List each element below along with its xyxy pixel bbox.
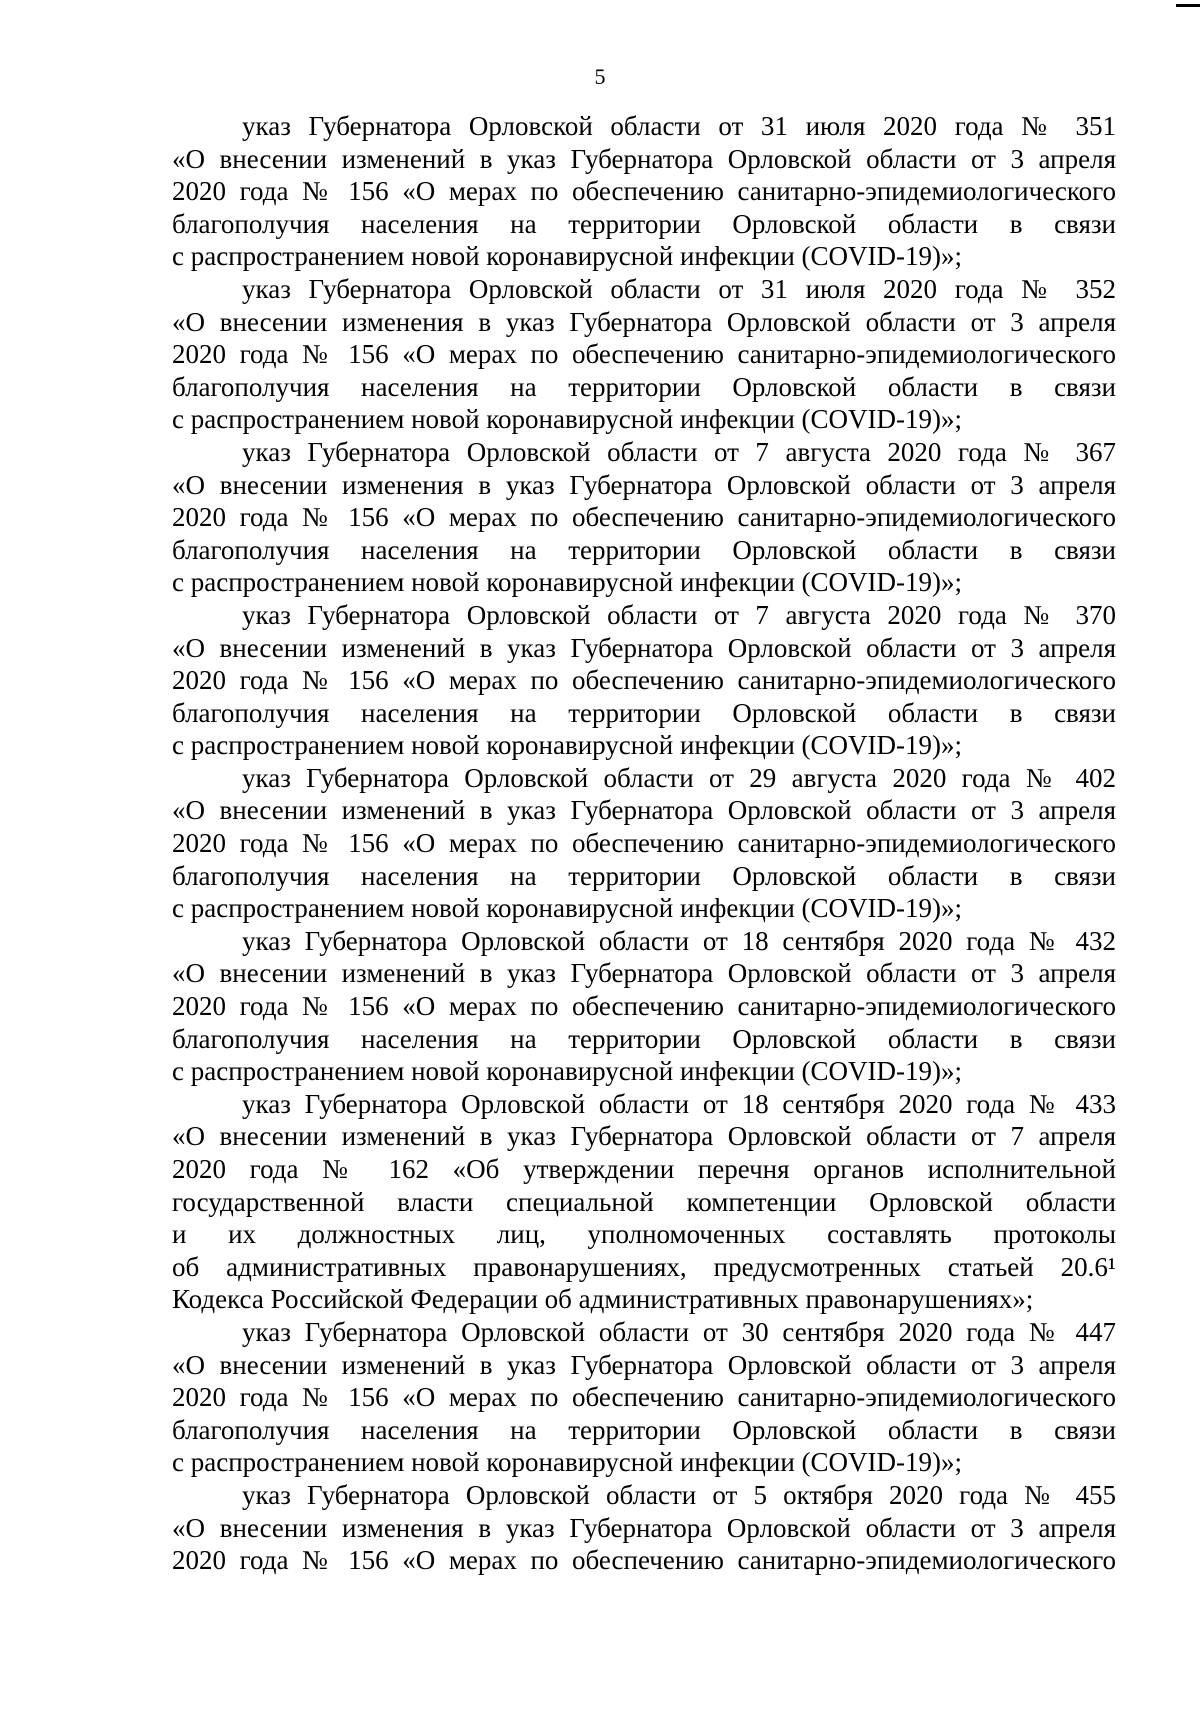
text-line: «О внесении изменения в указ Губернатора Орловской области от 3 апреля [172, 1512, 1116, 1543]
text-line: с распространением новой коронавирусной инфекции (COVID-19)»; [172, 893, 963, 924]
text-line: указ Губернатора Орловской области от 29 августа 2020 года № 402 [242, 762, 1116, 793]
text-line: указ Губернатора Орловской области от 5 октября 2020 года № 455 [242, 1479, 1116, 1510]
text-line: с распространением новой коронавирусной инфекции (COVID-19)»; [172, 1447, 963, 1478]
decree-entry [172, 110, 1116, 273]
text-line: 2020 года № 156 «О мерах по обеспечению санитарно-эпидемиологического [172, 828, 1116, 859]
text-line: и их должностных лиц, уполномоченных составлять протоколы [172, 1219, 1116, 1250]
text-line: 2020 года № 156 «О мерах по обеспечению санитарно-эпидемиологического [172, 665, 1116, 696]
text-line: с распространением новой коронавирусной инфекции (COVID-19)»; [172, 1056, 963, 1087]
text-line: указ Губернатора Орловской области от 31 июля 2020 года № 352 [242, 273, 1116, 304]
text-line: указ Губернатора Орловской области от 30 сентября 2020 года № 447 [242, 1316, 1116, 1347]
decree-entry [172, 1479, 1116, 1577]
text-line: Кодекса Российской Федерации об административных правонарушениях»; [172, 1284, 1034, 1315]
text-line: «О внесении изменений в указ Губернатора Орловской области от 3 апреля [172, 795, 1116, 826]
text-line: 2020 года № 156 «О мерах по обеспечению санитарно-эпидемиологического [172, 1545, 1116, 1576]
text-line: «О внесении изменения в указ Губернатора Орловской области от 3 апреля [172, 469, 1116, 500]
text-line: указ Губернатора Орловской области от 18 сентября 2020 года № 433 [242, 1088, 1116, 1119]
text-line: указ Губернатора Орловской области от 7 августа 2020 года № 370 [242, 599, 1116, 630]
text-line: 2020 года № 162 «Об утверждении перечня органов исполнительной [172, 1154, 1116, 1184]
text-line: 2020 года № 156 «О мерах по обеспечению санитарно-эпидемиологического [172, 1382, 1116, 1413]
scan-edge-mark [1176, 4, 1200, 7]
text-line: благополучия населения на территории Орловской области в связи [172, 860, 1116, 891]
text-line: 2020 года № 156 «О мерах по обеспечению санитарно-эпидемиологического [172, 502, 1116, 533]
text-line: с распространением новой коронавирусной инфекции (COVID-19)»; [172, 404, 963, 435]
text-line: благополучия населения на территории Орловской области в связи [172, 1023, 1116, 1054]
decree-entry [172, 762, 1116, 925]
text-line: указ Губернатора Орловской области от 18 сентября 2020 года № 432 [242, 925, 1116, 956]
text-line: с распространением новой коронавирусной инфекции (COVID-19)»; [172, 567, 963, 598]
text-line: 2020 года № 156 «О мерах по обеспечению санитарно-эпидемиологического [172, 991, 1116, 1022]
text-line: 2020 года № 156 «О мерах по обеспечению санитарно-эпидемиологического [172, 176, 1116, 207]
decree-entry [172, 599, 1116, 762]
text-line: указ Губернатора Орловской области от 7 августа 2020 года № 367 [242, 436, 1116, 467]
decree-entry [172, 273, 1116, 436]
decree-entry [172, 1088, 1116, 1316]
text-line: «О внесении изменений в указ Губернатора Орловской области от 3 апреля [172, 1349, 1116, 1380]
text-line: «О внесении изменений в указ Губернатора Орловской области от 3 апреля [172, 143, 1116, 174]
text-line: благополучия населения на территории Орловской области в связи [172, 1414, 1116, 1445]
text-line: с распространением новой коронавирусной инфекции (COVID-19)»; [172, 241, 963, 272]
text-line: указ Губернатора Орловской области от 31 июля 2020 года № 351 [242, 111, 1116, 141]
text-line: благополучия населения на территории Орловской области в связи [172, 697, 1116, 728]
text-line: «О внесении изменений в указ Губернатора Орловской области от 7 апреля [172, 1121, 1116, 1152]
decree-entry [172, 925, 1116, 1088]
text-line: «О внесении изменений в указ Губернатора Орловской области от 3 апреля [172, 632, 1116, 663]
text-line: 2020 года № 156 «О мерах по обеспечению санитарно-эпидемиологического [172, 339, 1116, 370]
text-line: государственной власти специальной компетенции Орловской области [172, 1186, 1116, 1217]
page-number: 5 [594, 64, 606, 89]
text-line: благополучия населения на территории Орловской области в связи [172, 534, 1116, 565]
text-line: об административных правонарушениях, предусмотренных статьей 20.6¹ [172, 1251, 1116, 1282]
text-line: «О внесении изменения в указ Губернатора Орловской области от 3 апреля [172, 306, 1116, 337]
text-line: с распространением новой коронавирусной инфекции (COVID-19)»; [172, 730, 963, 761]
decree-entry [172, 1316, 1116, 1479]
text-line: благополучия населения на территории Орловской области в связи [172, 371, 1116, 402]
document-body [172, 110, 1116, 1577]
text-line: благополучия населения на территории Орловской области в связи [172, 208, 1116, 239]
decree-entry [172, 436, 1116, 599]
text-line: «О внесении изменений в указ Губернатора Орловской области от 3 апреля [172, 958, 1116, 989]
